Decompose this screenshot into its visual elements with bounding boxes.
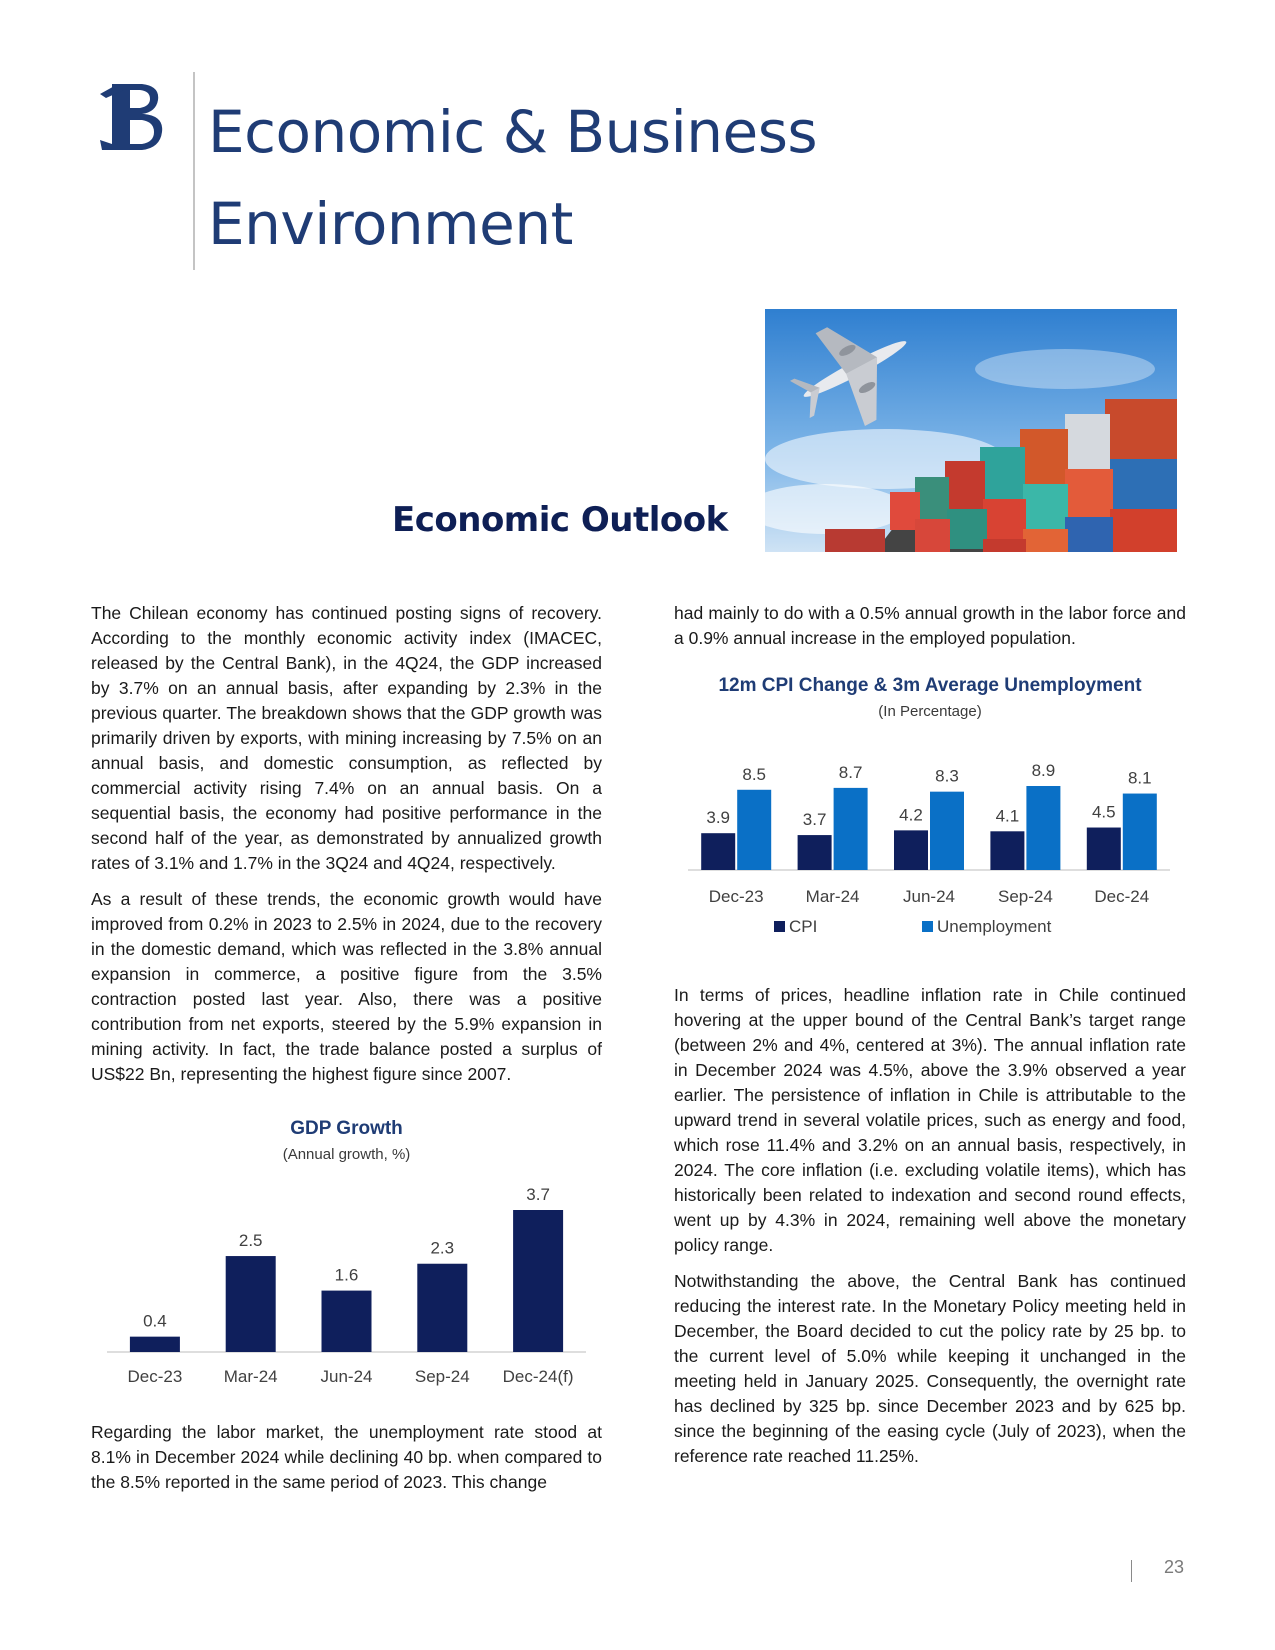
- paragraph: Notwithstanding the above, the Central Bank has continued reducing the interest rate. In the Monetary Policy meeting held in December, the Board decided to cut the policy rate by 25 bp. to the current level of 5.0% while keeping it unchanged in the meeting held in January 2025. Consequently, the overnight rate has declined by 325 bp. since December 2023 and by 625 bp. since the beginning of the easing cycle (July of 2023), when the reference rate reached 11.25%.: [674, 1271, 1186, 1466]
- cpi-unemployment-chart: [674, 725, 1186, 965]
- data-label: 8.9: [1031, 761, 1056, 780]
- data-label: 8.7: [838, 762, 863, 782]
- cpi-bar: [990, 831, 1024, 870]
- logo-icon: [98, 80, 168, 154]
- data-label: 1.6: [334, 1265, 359, 1285]
- paragraph: The Chilean economy has continued posting signs of recovery. According to the monthly economic activity index (IMACEC, released by the Central Bank), in the 4Q24, the GDP increased by 3.7% on an annual basis, after expanding by 2.3% in the previous quarter. The breakdown shows that the GDP growth was primarily driven by exports, with mining increasing by 7.5% on an annual basis, and domestic consumption, as reflected by commercial activity rising 7.4% on an annual basis. On a sequential basis, the economy had positive performance in the second half of the year, as demonstrated by annualized growth rates of 3.1% and 1.7% in the 3Q24 and 4Q24, respectively.: [91, 603, 602, 873]
- cpi-bar: [798, 835, 832, 870]
- data-label: 2.5: [238, 1231, 263, 1251]
- unemployment-bar: [1123, 794, 1157, 870]
- data-label: 0.4: [143, 1311, 167, 1331]
- gdp-bar: [226, 1256, 276, 1352]
- cpi-chart-title: 12m CPI Change & 3m Average Unemployment: [718, 675, 1142, 696]
- gdp-bar: [513, 1210, 563, 1352]
- x-tick-label: Sep-24: [997, 887, 1053, 906]
- page-number: 23: [1164, 1557, 1185, 1577]
- legend-label: CPI: [789, 917, 818, 936]
- cpi-bar: [701, 833, 735, 870]
- data-label: 4.5: [1091, 802, 1116, 822]
- legend-label: Unemployment: [937, 917, 1052, 936]
- page-title-line2: Environment: [208, 190, 573, 258]
- legend-swatch: [922, 921, 933, 932]
- x-tick-label: Dec-23: [127, 1367, 183, 1386]
- gdp-chart-subtitle: (Annual growth, %): [282, 1146, 411, 1163]
- data-label: 3.9: [706, 808, 731, 828]
- gdp-bar: [130, 1337, 180, 1352]
- footer-divider: [1131, 1560, 1132, 1582]
- right-column: [674, 601, 1186, 662]
- data-label: 3.7: [526, 1185, 550, 1204]
- paragraph: had mainly to do with a 0.5% annual growth in the labor force and a 0.9% annual increase in the employed population.: [674, 603, 1186, 648]
- data-label: 8.1: [1127, 768, 1152, 788]
- gdp-bar: [417, 1264, 467, 1352]
- left-column: [91, 601, 602, 1098]
- paragraph: In terms of prices, headline inflation rate in Chile continued hovering at the upper bound of the Central Bank’s target range (between 2% and 4%, centered at 3%). The annual inflation rate in December 2024 was 4.5%, above the 3.9% observed a year earlier. The persistence of inflation in Chile is attributable to the upward trend in several volatile prices, such as energy and food, which rose 11.4% and 3.2% on an annual basis, respectively, in 2024. The core inflation (i.e. excluding volatile items), which has historically been related to indexation and second round effects, went up by 4.3% in 2024, remaining well above the monetary policy range.: [674, 985, 1186, 1255]
- unemployment-bar: [1026, 786, 1060, 870]
- right-column-bottom: [674, 983, 1186, 1480]
- paragraph: Regarding the labor market, the unemployment rate stood at 8.1% in December 2024 while declining 40 bp. when compared to the 8.5% reported in the same period of 2023. This change: [91, 1422, 602, 1492]
- gdp-growth-chart: [91, 1170, 602, 1390]
- data-label: 3.7: [802, 810, 827, 830]
- left-column-bottom: [91, 1420, 602, 1506]
- x-tick-label: Jun-24: [903, 887, 955, 906]
- data-label: 2.3: [430, 1238, 455, 1258]
- data-label: 4.2: [899, 805, 923, 825]
- paragraph: As a result of these trends, the economic growth would have improved from 0.2% in 2023 to 2.5% in 2024, due to the recovery in the domestic demand, which was reflected in the 3.8% annual expansion in commerce, a positive figure from the 3.5% contraction posted last year. Also, there was a positive contribution from net exports, steered by the 5.9% expansion in mining activity. In fact, the trade balance posted a surplus of US$22 Bn, representing the highest figure since 2007.: [91, 889, 602, 1084]
- data-label: 8.3: [935, 766, 959, 786]
- unemployment-bar: [737, 790, 771, 870]
- header-divider: [193, 72, 195, 270]
- page-title-line1: Economic & Business: [208, 98, 818, 166]
- cpi-bar: [894, 830, 928, 870]
- legend-swatch: [774, 921, 785, 932]
- x-tick-label: Sep-24: [414, 1367, 470, 1386]
- gdp-bar: [322, 1291, 372, 1352]
- page-title: [208, 86, 817, 270]
- data-label: 8.5: [742, 764, 767, 784]
- cpi-chart-subtitle: (In Percentage): [878, 703, 982, 720]
- airplane-containers-photo: [765, 309, 1177, 552]
- x-tick-label: Jun-24: [320, 1367, 373, 1386]
- gdp-chart-title: GDP Growth: [290, 1118, 403, 1139]
- cpi-bar: [1087, 828, 1121, 870]
- x-tick-label: Mar-24: [805, 887, 860, 906]
- x-tick-label: Dec-23: [708, 887, 764, 906]
- x-tick-label: Dec-24: [1094, 887, 1150, 906]
- data-label: 4.1: [995, 806, 1020, 826]
- x-tick-label: Mar-24: [223, 1367, 278, 1386]
- x-tick-label: Dec-24(f): [502, 1367, 574, 1386]
- section-title: Economic Outlook: [392, 500, 728, 540]
- unemployment-bar: [834, 788, 868, 870]
- unemployment-bar: [930, 792, 964, 870]
